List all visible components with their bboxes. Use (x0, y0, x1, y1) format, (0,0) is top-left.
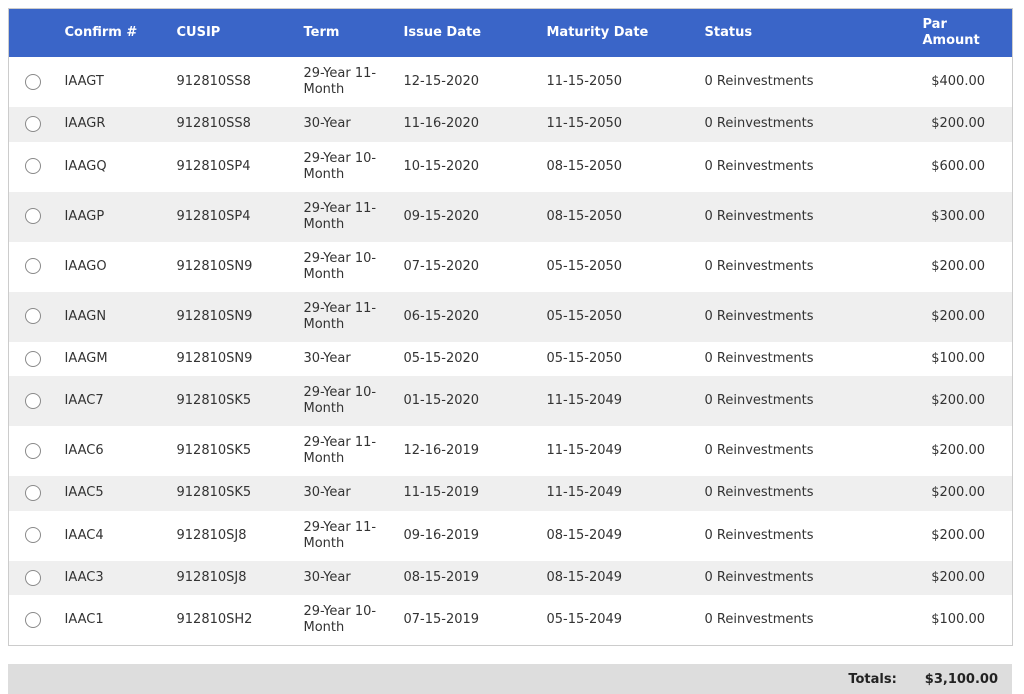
cell-term: 30-Year (296, 476, 396, 511)
cell-maturity-date: 08-15-2049 (539, 511, 697, 561)
cell-select (9, 242, 57, 292)
cell-status: 0 Reinvestments (697, 57, 913, 107)
cell-par-amount: $200.00 (913, 292, 1013, 342)
table-row (9, 192, 1013, 242)
cell-status: 0 Reinvestments (697, 511, 913, 561)
cell-maturity-date: 08-15-2049 (539, 561, 697, 596)
column-header-status: Status (697, 9, 913, 58)
cell-issue-date: 12-15-2020 (396, 57, 539, 107)
cell-cusip: 912810SS8 (169, 107, 296, 142)
cell-cusip: 912810SK5 (169, 476, 296, 511)
cell-cusip: 912810SJ8 (169, 561, 296, 596)
column-header-par-amount: Par Amount (913, 9, 1013, 58)
row-select-radio[interactable] (25, 612, 41, 628)
cell-par-amount: $200.00 (913, 242, 1013, 292)
cell-confirm: IAAGN (57, 292, 169, 342)
cell-cusip: 912810SP4 (169, 192, 296, 242)
row-select-radio[interactable] (25, 258, 41, 274)
cell-issue-date: 12-16-2019 (396, 426, 539, 476)
cell-par-amount: $100.00 (913, 342, 1013, 377)
cell-issue-date: 05-15-2020 (396, 342, 539, 377)
table-header (9, 9, 1013, 58)
cell-par-amount: $400.00 (913, 57, 1013, 107)
column-header-term: Term (296, 9, 396, 58)
cell-confirm: IAAGM (57, 342, 169, 377)
column-header-select (9, 9, 57, 58)
cell-issue-date: 11-16-2020 (396, 107, 539, 142)
cell-issue-date: 09-15-2020 (396, 192, 539, 242)
cell-maturity-date: 11-15-2049 (539, 376, 697, 426)
cell-select (9, 561, 57, 596)
cell-term: 29-Year 10-Month (296, 142, 396, 192)
cell-term: 29-Year 11-Month (296, 192, 396, 242)
cell-cusip: 912810SJ8 (169, 511, 296, 561)
totals-amount: $3,100.00 (924, 671, 998, 687)
cell-confirm: IAAC7 (57, 376, 169, 426)
cell-issue-date: 08-15-2019 (396, 561, 539, 596)
cell-select (9, 142, 57, 192)
cell-maturity-date: 05-15-2050 (539, 292, 697, 342)
row-select-radio[interactable] (25, 393, 41, 409)
cell-par-amount: $200.00 (913, 107, 1013, 142)
cell-status: 0 Reinvestments (697, 476, 913, 511)
row-select-radio[interactable] (25, 208, 41, 224)
cell-term: 29-Year 11-Month (296, 57, 396, 107)
cell-confirm: IAAGT (57, 57, 169, 107)
cell-maturity-date: 05-15-2050 (539, 342, 697, 377)
cell-cusip: 912810SP4 (169, 142, 296, 192)
row-select-radio[interactable] (25, 158, 41, 174)
table-row (9, 292, 1013, 342)
cell-cusip: 912810SS8 (169, 57, 296, 107)
row-select-radio[interactable] (25, 443, 41, 459)
table-row (9, 57, 1013, 107)
cell-term: 29-Year 10-Month (296, 595, 396, 646)
row-select-radio[interactable] (25, 116, 41, 132)
cell-par-amount: $300.00 (913, 192, 1013, 242)
cell-status: 0 Reinvestments (697, 142, 913, 192)
table-row (9, 595, 1013, 646)
cell-cusip: 912810SH2 (169, 595, 296, 646)
cell-maturity-date: 08-15-2050 (539, 192, 697, 242)
cell-select (9, 292, 57, 342)
cell-issue-date: 07-15-2020 (396, 242, 539, 292)
cell-term: 30-Year (296, 561, 396, 596)
cell-status: 0 Reinvestments (697, 376, 913, 426)
cell-maturity-date: 11-15-2049 (539, 476, 697, 511)
cell-term: 30-Year (296, 342, 396, 377)
cell-status: 0 Reinvestments (697, 595, 913, 646)
cell-issue-date: 06-15-2020 (396, 292, 539, 342)
row-select-radio[interactable] (25, 74, 41, 90)
cell-par-amount: $200.00 (913, 561, 1013, 596)
cell-issue-date: 10-15-2020 (396, 142, 539, 192)
cell-status: 0 Reinvestments (697, 292, 913, 342)
row-select-radio[interactable] (25, 570, 41, 586)
table-row (9, 426, 1013, 476)
cell-select (9, 107, 57, 142)
table-row (9, 142, 1013, 192)
holdings-table (8, 8, 1013, 646)
table-row (9, 376, 1013, 426)
cell-term: 29-Year 11-Month (296, 511, 396, 561)
cell-confirm: IAAGO (57, 242, 169, 292)
table-row (9, 342, 1013, 377)
table-row (9, 511, 1013, 561)
cell-confirm: IAAC1 (57, 595, 169, 646)
cell-cusip: 912810SN9 (169, 342, 296, 377)
cell-term: 30-Year (296, 107, 396, 142)
cell-select (9, 376, 57, 426)
cell-issue-date: 01-15-2020 (396, 376, 539, 426)
cell-cusip: 912810SK5 (169, 376, 296, 426)
cell-status: 0 Reinvestments (697, 192, 913, 242)
cell-select (9, 57, 57, 107)
cell-term: 29-Year 11-Month (296, 426, 396, 476)
cell-maturity-date: 11-15-2050 (539, 107, 697, 142)
table-body (9, 57, 1013, 646)
cell-par-amount: $100.00 (913, 595, 1013, 646)
securities-holdings-panel (8, 8, 1012, 694)
cell-term: 29-Year 11-Month (296, 292, 396, 342)
cell-select (9, 192, 57, 242)
cell-par-amount: $200.00 (913, 476, 1013, 511)
cell-status: 0 Reinvestments (697, 342, 913, 377)
table-row (9, 561, 1013, 596)
totals-label: Totals: (848, 671, 897, 687)
cell-confirm: IAAC5 (57, 476, 169, 511)
column-header-maturity-date: Maturity Date (539, 9, 697, 58)
cell-par-amount: $200.00 (913, 511, 1013, 561)
column-header-confirm: Confirm # (57, 9, 169, 58)
row-select-radio[interactable] (25, 308, 41, 324)
cell-maturity-date: 08-15-2050 (539, 142, 697, 192)
cell-confirm: IAAGR (57, 107, 169, 142)
cell-term: 29-Year 10-Month (296, 376, 396, 426)
table-row (9, 107, 1013, 142)
row-select-radio[interactable] (25, 351, 41, 367)
row-select-radio[interactable] (25, 485, 41, 501)
cell-par-amount: $600.00 (913, 142, 1013, 192)
cell-issue-date: 09-16-2019 (396, 511, 539, 561)
column-header-cusip: CUSIP (169, 9, 296, 58)
cell-status: 0 Reinvestments (697, 242, 913, 292)
cell-term: 29-Year 10-Month (296, 242, 396, 292)
cell-issue-date: 07-15-2019 (396, 595, 539, 646)
cell-select (9, 426, 57, 476)
cell-maturity-date: 05-15-2050 (539, 242, 697, 292)
cell-cusip: 912810SK5 (169, 426, 296, 476)
cell-confirm: IAAC3 (57, 561, 169, 596)
cell-par-amount: $200.00 (913, 376, 1013, 426)
column-header-issue-date: Issue Date (396, 9, 539, 58)
cell-maturity-date: 11-15-2049 (539, 426, 697, 476)
cell-cusip: 912810SN9 (169, 292, 296, 342)
cell-select (9, 595, 57, 646)
cell-select (9, 511, 57, 561)
cell-issue-date: 11-15-2019 (396, 476, 539, 511)
cell-cusip: 912810SN9 (169, 242, 296, 292)
cell-select (9, 342, 57, 377)
cell-par-amount: $200.00 (913, 426, 1013, 476)
cell-confirm: IAAGP (57, 192, 169, 242)
row-select-radio[interactable] (25, 527, 41, 543)
cell-status: 0 Reinvestments (697, 107, 913, 142)
table-row (9, 476, 1013, 511)
cell-status: 0 Reinvestments (697, 561, 913, 596)
cell-confirm: IAAC6 (57, 426, 169, 476)
cell-maturity-date: 05-15-2049 (539, 595, 697, 646)
cell-status: 0 Reinvestments (697, 426, 913, 476)
cell-confirm: IAAGQ (57, 142, 169, 192)
cell-maturity-date: 11-15-2050 (539, 57, 697, 107)
cell-select (9, 476, 57, 511)
cell-confirm: IAAC4 (57, 511, 169, 561)
table-row (9, 242, 1013, 292)
